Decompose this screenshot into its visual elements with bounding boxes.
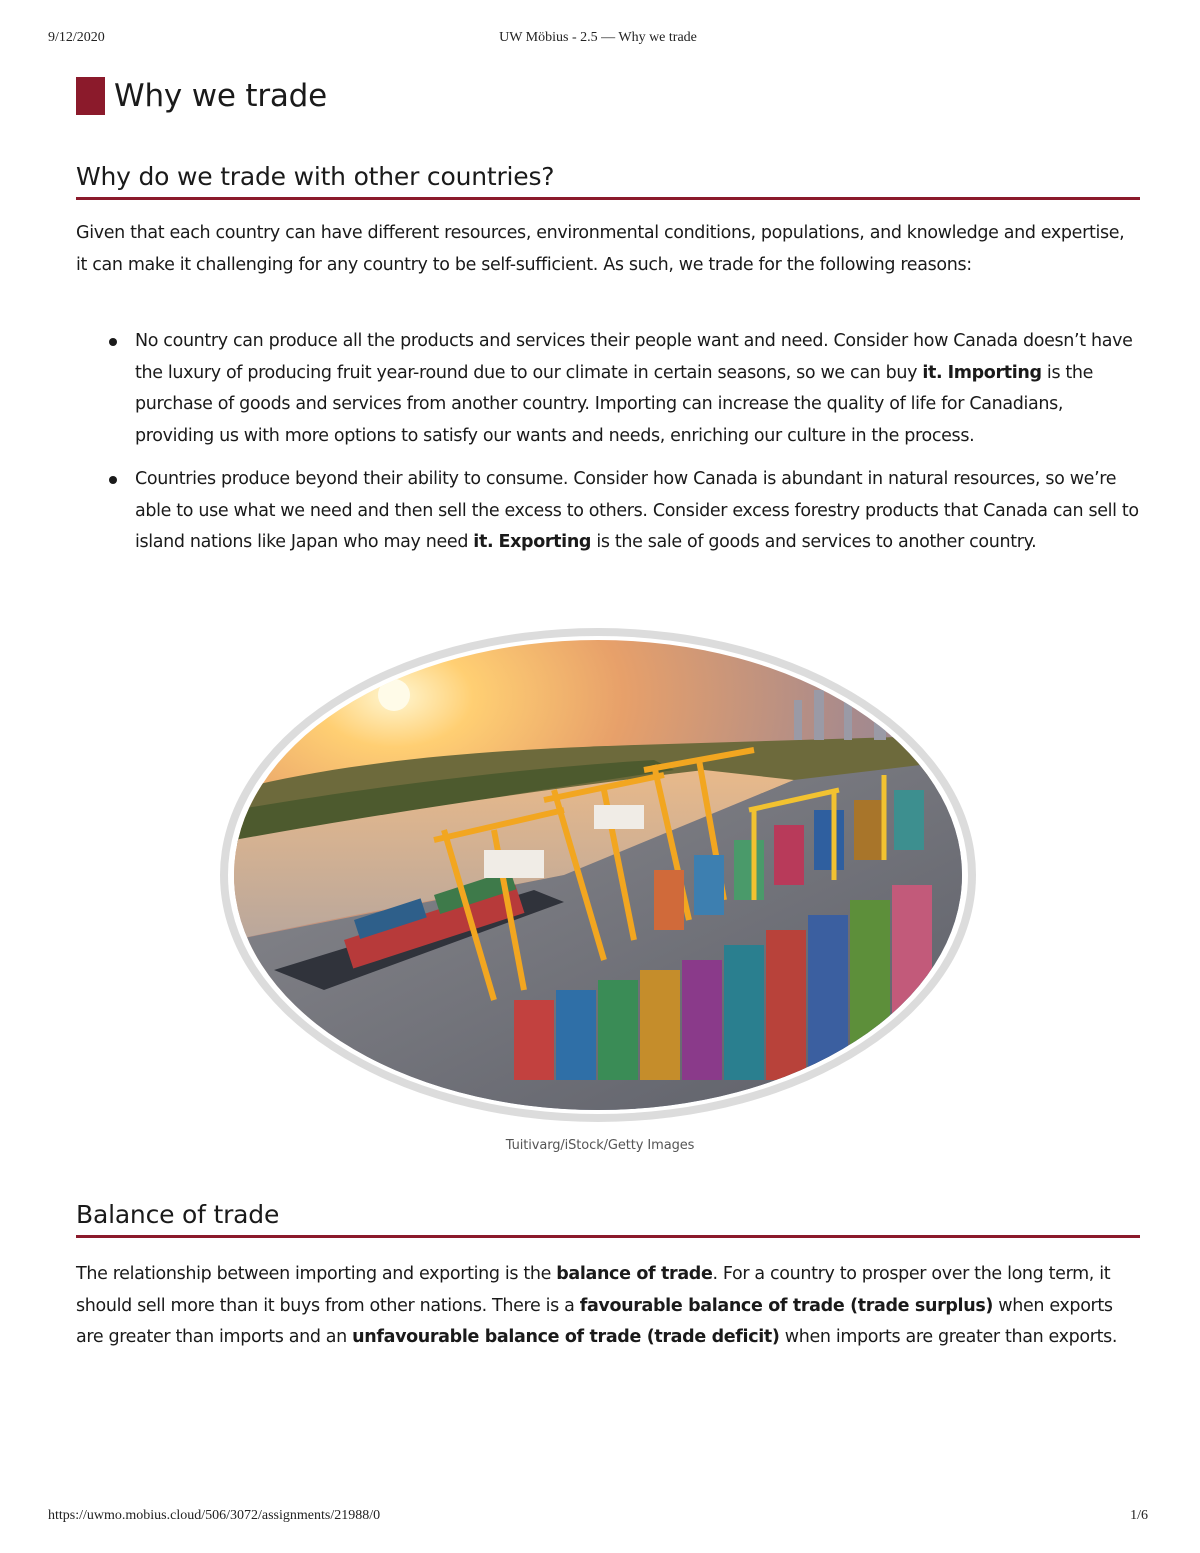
bullet-text: Countries produce beyond their ability to consume. Consider how Canada is abundant in natural resources, so we’re able to use what we need and then sell the excess to others. Consider excess forestry products that Canada can sell to island nations like Japan who may need [135, 469, 1139, 552]
section-heading-text: Why do we trade with other countries? [76, 162, 555, 191]
section-heading-text: Balance of trade [76, 1200, 280, 1229]
print-title: UW Möbius - 2.5 — Why we trade [499, 30, 697, 45]
image-caption: Tuitivarg/iStock/Getty Images [505, 1138, 695, 1153]
term-trade-surplus: favourable balance of trade (trade surplus) [579, 1295, 994, 1316]
port-image-frame [220, 628, 976, 1122]
paragraph-text: when exports are greater than imports and an [76, 1295, 1113, 1347]
intro-paragraph: Given that each country can have different resources, environmental conditions, populations, and knowledge and expertise, it can make it challenging for any country to be self-sufficient. As such, we trade for the following reasons: [76, 223, 1125, 275]
term-exporting: Exporting [498, 532, 592, 552]
bold-text: it. [922, 362, 943, 383]
paragraph-text: . For a country to prosper over the long term, it should sell more than it buys from other nations. There is a [76, 1264, 1111, 1316]
term-importing: Importing [947, 362, 1042, 383]
balance-paragraph [76, 1259, 1140, 1354]
bold-text: it. [473, 532, 494, 552]
section-heading-why-trade [76, 162, 1140, 200]
list-item [76, 326, 1140, 452]
bullet-text: No country can produce all the products and services their people want and need. Consider how Canada doesn’t have the luxury of producing fruit year-round due to our climate in certain seasons, so we can buy [135, 331, 1133, 383]
page-number: 1/6 [1130, 1508, 1148, 1523]
bullet-text: is the sale of goods and services to another country. [591, 532, 1037, 552]
print-footer [48, 1508, 1148, 1528]
section-heading-balance-of-trade [76, 1200, 1140, 1238]
print-header [48, 30, 1148, 50]
reasons-list [76, 326, 1140, 571]
bullet-text: is the purchase of goods and services from another country. Importing can increase the quality of life for Canadians, providing us with more options to satisfy our wants and needs, enriching our culture in the process. [135, 362, 1094, 446]
print-date: 9/12/2020 [48, 30, 105, 45]
bullet-icon [109, 476, 117, 484]
paragraph-text: The relationship between importing and exporting is the [76, 1264, 557, 1284]
bullet-icon [109, 338, 117, 346]
page-title-text: Why we trade [114, 78, 328, 114]
list-item [76, 464, 1140, 559]
page-title [76, 76, 327, 116]
print-url: https://uwmo.mobius.cloud/506/3072/assignments/21988/0 [48, 1508, 381, 1523]
term-balance-of-trade: balance of trade [556, 1264, 713, 1284]
port-image [234, 640, 962, 1110]
term-trade-deficit: unfavourable balance of trade (trade deficit) [352, 1327, 780, 1347]
paragraph-text: when imports are greater than exports. [779, 1327, 1118, 1347]
title-marker [76, 77, 105, 115]
